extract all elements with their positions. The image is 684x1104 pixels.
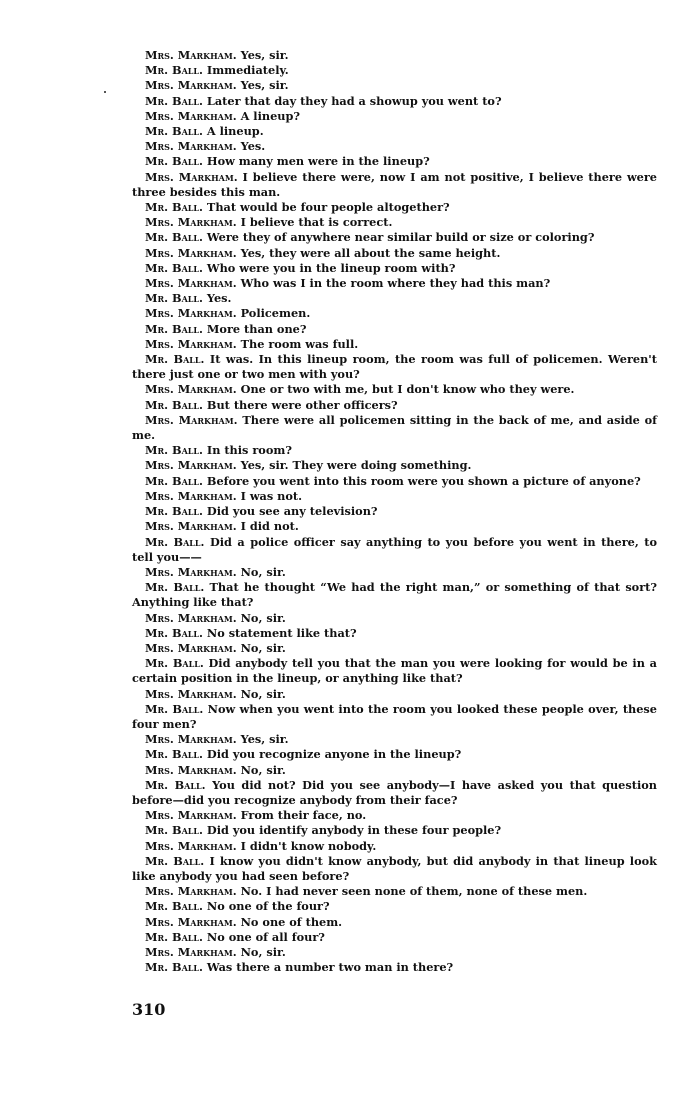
speaker-name: Mrs. Markham. (145, 336, 237, 351)
testimony-text: Yes, sir. (240, 732, 289, 747)
speaker-name: Mr. Ball. (145, 63, 203, 78)
speaker-name: Mr. Ball. (145, 124, 203, 139)
testimony-line (132, 732, 657, 747)
speaker-name: Mr. Ball. (145, 701, 204, 716)
speaker-name: Mrs. Markham. (145, 914, 237, 929)
testimony-line (132, 489, 657, 504)
testimony-line (132, 702, 657, 732)
speaker-name: Mr. Ball. (145, 625, 203, 640)
testimony-text: One or two with me, but I don't know who they were. (240, 382, 575, 397)
testimony-text: No one of all four? (206, 929, 325, 944)
speaker-name: Mr. Ball. (145, 929, 203, 944)
speaker-name: Mr. Ball. (145, 580, 205, 595)
testimony-text: Yes, sir. They were doing something. (240, 458, 472, 473)
speaker-name: Mr. Ball. (145, 352, 205, 367)
testimony-line (132, 154, 657, 169)
testimony-text: I believe there were, now I am not positive, I believe there were three besides this man. (132, 169, 657, 199)
testimony-line (132, 109, 657, 124)
page-number: 310 (132, 1000, 166, 1019)
testimony-text: No, sir. (240, 640, 286, 655)
testimony-text: No, sir. (240, 610, 286, 625)
testimony-line (132, 413, 657, 443)
testimony-text: Did you see any television? (206, 504, 378, 519)
testimony-text: Yes. (206, 291, 232, 306)
testimony-text: Policemen. (240, 306, 311, 321)
testimony-line (132, 322, 657, 337)
speaker-name: Mrs. Markham. (145, 838, 237, 853)
testimony-text: Were they of anywhere near similar build or size or coloring? (206, 230, 595, 245)
testimony-line (132, 474, 657, 489)
speaker-name: Mrs. Markham. (145, 412, 238, 427)
speaker-name: Mr. Ball. (145, 291, 203, 306)
speaker-name: Mr. Ball. (145, 853, 205, 868)
testimony-line (132, 504, 657, 519)
testimony-text: I was not. (240, 488, 303, 503)
speaker-name: Mrs. Markham. (145, 306, 237, 321)
testimony-line (132, 337, 657, 352)
speaker-name: Mrs. Markham. (145, 808, 237, 823)
testimony-line (132, 78, 657, 93)
testimony-text: The room was full. (240, 336, 359, 351)
testimony-line (132, 170, 657, 200)
testimony-text: Yes. (240, 139, 266, 154)
testimony-line (132, 763, 657, 778)
testimony-text: Immediately. (206, 63, 289, 78)
speaker-name: Mr. Ball. (145, 397, 203, 412)
testimony-line (132, 63, 657, 78)
testimony-line (132, 915, 657, 930)
testimony-text: No, sir. (240, 564, 286, 579)
speaker-name: Mrs. Markham. (145, 382, 237, 397)
speaker-name: Mrs. Markham. (145, 78, 237, 93)
testimony-text: A lineup. (206, 124, 264, 139)
testimony-text: No. I had never seen none of them, none of these men. (240, 884, 588, 899)
testimony-line (132, 656, 657, 686)
speaker-name: Mrs. Markham. (145, 108, 237, 123)
testimony-text: No statement like that? (206, 625, 357, 640)
speaker-name: Mrs. Markham. (145, 686, 237, 701)
speaker-name: Mrs. Markham. (145, 884, 237, 899)
testimony-text: No, sir. (240, 944, 286, 959)
testimony-text: Did a police officer say anything to you before you went in there, to tell you—— (132, 534, 657, 564)
testimony-text: No one of the four? (206, 899, 330, 914)
testimony-line (132, 94, 657, 109)
testimony-text: A lineup? (240, 108, 301, 123)
speaker-name: Mrs. Markham. (145, 276, 237, 291)
speaker-name: Mrs. Markham. (145, 944, 237, 959)
testimony-line (132, 261, 657, 276)
testimony-text: That would be four people altogether? (206, 200, 450, 215)
testimony-line (132, 626, 657, 641)
speaker-name: Mr. Ball. (145, 534, 205, 549)
testimony-line (132, 124, 657, 139)
speaker-name: Mr. Ball. (145, 960, 203, 975)
testimony-line (132, 839, 657, 854)
testimony-line (132, 945, 657, 960)
testimony-line (132, 960, 657, 975)
testimony-text: That he thought “We had the right man,” or something of that sort? Anything like that? (132, 580, 658, 610)
speaker-name: Mr. Ball. (145, 200, 203, 215)
speaker-name: Mrs. Markham. (145, 48, 237, 62)
testimony-line (132, 823, 657, 838)
testimony-text: I did not. (240, 519, 299, 534)
testimony-line (132, 535, 657, 565)
testimony-line (132, 306, 657, 321)
testimony-text: Was there a number two man in there? (206, 960, 454, 975)
speaker-name: Mr. Ball. (145, 777, 206, 792)
testimony-text: Who was I in the room where they had this man? (240, 276, 551, 291)
testimony-text: No, sir. (240, 762, 286, 777)
testimony-text: Before you went into this room were you shown a picture of anyone? (206, 473, 641, 488)
testimony-text: It was. In this lineup room, the room was full of policemen. Weren't there just one or two men with you? (132, 352, 657, 382)
testimony-text: How many men were in the lineup? (206, 154, 430, 169)
testimony-text: Did you identify anybody in these four people? (206, 823, 502, 838)
testimony-text: Now when you went into the room you looked these people over, these four men? (132, 701, 657, 731)
testimony-line (132, 580, 657, 610)
testimony-line (132, 808, 657, 823)
testimony-line (132, 747, 657, 762)
testimony-text: You did not? Did you see anybody—I have asked you that question before—did you recognize anybody from their face? (132, 777, 657, 807)
testimony-text: There were all policemen sitting in the back of me, and aside of me. (132, 412, 657, 443)
speaker-name: Mrs. Markham. (145, 732, 237, 747)
speaker-name: Mrs. Markham. (145, 640, 237, 655)
speaker-name: Mrs. Markham. (145, 762, 237, 777)
testimony-text: Yes, sir. (240, 48, 289, 62)
testimony-line (132, 200, 657, 215)
testimony-line (132, 215, 657, 230)
speaker-name: Mrs. Markham. (145, 458, 237, 473)
testimony-line (132, 443, 657, 458)
testimony-line (132, 687, 657, 702)
testimony-line (132, 139, 657, 154)
testimony-text: I didn't know nobody. (240, 838, 377, 853)
testimony-text: Did anybody tell you that the man you were looking for would be in a certain position in the lineup, or anything like that? (132, 656, 657, 686)
testimony-text: But there were other officers? (206, 397, 398, 412)
testimony-text: In this room? (206, 443, 292, 458)
testimony-line (132, 519, 657, 534)
testimony-line (132, 382, 657, 397)
testimony-text: Yes, they were all about the same height. (240, 245, 501, 260)
testimony-line (132, 458, 657, 473)
testimony-text: Did you recognize anyone in the lineup? (206, 747, 462, 762)
testimony-line (132, 778, 657, 808)
testimony-line (132, 48, 657, 63)
speaker-name: Mr. Ball. (145, 504, 203, 519)
speaker-name: Mr. Ball. (145, 260, 203, 275)
testimony-line (132, 641, 657, 656)
testimony-line (132, 611, 657, 626)
testimony-text: I know you didn't know anybody, but did anybody in that lineup look like anybody you had seen before? (132, 853, 657, 883)
testimony-line (132, 276, 657, 291)
speaker-name: Mrs. Markham. (145, 488, 237, 503)
speaker-name: Mrs. Markham. (145, 564, 237, 579)
speaker-name: Mr. Ball. (145, 230, 203, 245)
speaker-name: Mr. Ball. (145, 154, 203, 169)
speaker-name: Mr. Ball. (145, 899, 203, 914)
testimony-text: Later that day they had a showup you went to? (206, 93, 502, 108)
transcript-body (132, 48, 657, 975)
testimony-text: Who were you in the lineup room with? (206, 260, 456, 275)
testimony-text: No, sir. (240, 686, 286, 701)
speaker-name: Mrs. Markham. (145, 610, 237, 625)
speaker-name: Mrs. Markham. (145, 215, 237, 230)
speaker-name: Mr. Ball. (145, 321, 203, 336)
testimony-line (132, 899, 657, 914)
speaker-name: Mr. Ball. (145, 823, 203, 838)
testimony-text: No one of them. (240, 914, 343, 929)
speaker-name: Mrs. Markham. (145, 139, 237, 154)
testimony-text: From their face, no. (240, 808, 367, 823)
testimony-line (132, 398, 657, 413)
testimony-line (132, 230, 657, 245)
speaker-name: Mr. Ball. (145, 747, 203, 762)
testimony-line (132, 565, 657, 580)
testimony-line (132, 854, 657, 884)
testimony-line (132, 352, 657, 382)
speaker-name: Mr. Ball. (145, 656, 204, 671)
testimony-line (132, 291, 657, 306)
testimony-line (132, 930, 657, 945)
testimony-text: I believe that is correct. (240, 215, 393, 230)
testimony-text: More than one? (206, 321, 307, 336)
stray-mark (104, 91, 106, 93)
speaker-name: Mrs. Markham. (145, 245, 237, 260)
speaker-name: Mr. Ball. (145, 443, 203, 458)
speaker-name: Mr. Ball. (145, 93, 203, 108)
speaker-name: Mrs. Markham. (145, 169, 238, 184)
speaker-name: Mr. Ball. (145, 473, 203, 488)
testimony-line (132, 246, 657, 261)
testimony-text: Yes, sir. (240, 78, 289, 93)
testimony-line (132, 884, 657, 899)
speaker-name: Mrs. Markham. (145, 519, 237, 534)
